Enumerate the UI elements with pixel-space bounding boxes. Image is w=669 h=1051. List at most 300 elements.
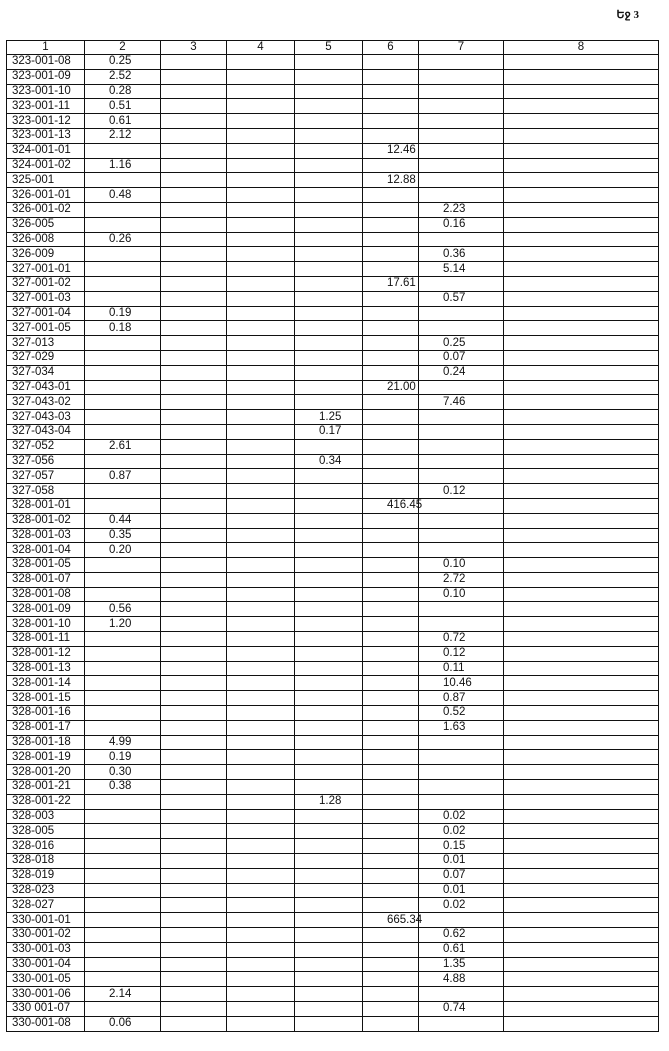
table-row <box>7 188 659 203</box>
value-cell-col-7: 4.88 <box>419 972 504 987</box>
value-cell-col-8 <box>504 232 659 247</box>
table-row <box>7 706 659 721</box>
table-row <box>7 1002 659 1017</box>
value-cell-col-3 <box>161 706 227 721</box>
value-cell-col-6 <box>363 410 419 425</box>
table-row <box>7 691 659 706</box>
value-cell-col-4 <box>227 957 295 972</box>
row-code-cell: 328-001-01 <box>7 498 85 513</box>
value-cell-col-5 <box>295 380 363 395</box>
value-cell-col-4 <box>227 632 295 647</box>
row-code-cell: 328-005 <box>7 824 85 839</box>
value-cell-col-5 <box>295 868 363 883</box>
value-cell-col-6: 12.88 <box>363 173 419 188</box>
value-cell-col-7 <box>419 188 504 203</box>
table-row <box>7 69 659 84</box>
value-cell-col-2: 0.06 <box>85 1016 161 1031</box>
value-cell-col-3 <box>161 572 227 587</box>
table-row <box>7 735 659 750</box>
table-row <box>7 55 659 70</box>
value-cell-col-4 <box>227 987 295 1002</box>
table-row <box>7 972 659 987</box>
row-code-cell: 327-034 <box>7 365 85 380</box>
row-code-cell: 326-008 <box>7 232 85 247</box>
value-cell-col-6 <box>363 84 419 99</box>
value-cell-col-8 <box>504 750 659 765</box>
row-code-cell: 328-003 <box>7 809 85 824</box>
value-cell-col-2 <box>85 410 161 425</box>
table-row <box>7 987 659 1002</box>
value-cell-col-8 <box>504 572 659 587</box>
value-cell-col-4 <box>227 365 295 380</box>
value-cell-col-4 <box>227 158 295 173</box>
value-cell-col-8 <box>504 691 659 706</box>
value-cell-col-8 <box>504 128 659 143</box>
row-code-cell: 327-058 <box>7 484 85 499</box>
value-cell-col-2: 0.61 <box>85 114 161 129</box>
value-cell-col-7 <box>419 424 504 439</box>
value-cell-col-3 <box>161 543 227 558</box>
value-cell-col-7 <box>419 410 504 425</box>
table-row <box>7 143 659 158</box>
value-cell-col-8 <box>504 587 659 602</box>
row-code-cell: 328-001-21 <box>7 780 85 795</box>
value-cell-col-4 <box>227 913 295 928</box>
value-cell-col-5 <box>295 558 363 573</box>
value-cell-col-7: 0.87 <box>419 691 504 706</box>
value-cell-col-3 <box>161 735 227 750</box>
value-cell-col-5 <box>295 306 363 321</box>
row-code-cell: 327-001-04 <box>7 306 85 321</box>
value-cell-col-4 <box>227 232 295 247</box>
value-cell-col-6 <box>363 558 419 573</box>
value-cell-col-3 <box>161 469 227 484</box>
value-cell-col-5: 0.34 <box>295 454 363 469</box>
table-row <box>7 217 659 232</box>
value-cell-col-6 <box>363 291 419 306</box>
value-cell-col-4 <box>227 202 295 217</box>
table-row <box>7 750 659 765</box>
column-header-1: 1 <box>7 41 85 55</box>
value-cell-col-6 <box>363 232 419 247</box>
table-row <box>7 646 659 661</box>
table-row <box>7 824 659 839</box>
value-cell-col-4 <box>227 424 295 439</box>
value-cell-col-5 <box>295 128 363 143</box>
value-cell-col-5 <box>295 646 363 661</box>
value-cell-col-6 <box>363 794 419 809</box>
value-cell-col-6 <box>363 247 419 262</box>
value-cell-col-8 <box>504 1016 659 1031</box>
value-cell-col-4 <box>227 706 295 721</box>
value-cell-col-8 <box>504 883 659 898</box>
value-cell-col-3 <box>161 839 227 854</box>
table-row <box>7 439 659 454</box>
value-cell-col-5 <box>295 883 363 898</box>
value-cell-col-6 <box>363 661 419 676</box>
value-cell-col-3 <box>161 794 227 809</box>
table-row <box>7 306 659 321</box>
value-cell-col-7: 10.46 <box>419 676 504 691</box>
value-cell-col-8 <box>504 661 659 676</box>
value-cell-col-5 <box>295 928 363 943</box>
value-cell-col-4 <box>227 750 295 765</box>
value-cell-col-6 <box>363 780 419 795</box>
value-cell-col-7: 0.12 <box>419 646 504 661</box>
value-cell-col-6 <box>363 632 419 647</box>
value-cell-col-4 <box>227 276 295 291</box>
value-cell-col-6 <box>363 128 419 143</box>
value-cell-col-3 <box>161 587 227 602</box>
table-row <box>7 809 659 824</box>
value-cell-col-7 <box>419 276 504 291</box>
value-cell-col-3 <box>161 395 227 410</box>
value-cell-col-3 <box>161 868 227 883</box>
value-cell-col-5 <box>295 676 363 691</box>
value-cell-col-4 <box>227 646 295 661</box>
row-code-cell: 330-001-08 <box>7 1016 85 1031</box>
value-cell-col-5 <box>295 202 363 217</box>
value-cell-col-2 <box>85 454 161 469</box>
value-cell-col-6 <box>363 898 419 913</box>
value-cell-col-8 <box>504 306 659 321</box>
value-cell-col-5 <box>295 217 363 232</box>
value-cell-col-5 <box>295 350 363 365</box>
row-code-cell: 327-056 <box>7 454 85 469</box>
value-cell-col-5 <box>295 942 363 957</box>
value-cell-col-2 <box>85 217 161 232</box>
value-cell-col-5 <box>295 484 363 499</box>
value-cell-col-8 <box>504 632 659 647</box>
value-cell-col-8 <box>504 617 659 632</box>
value-cell-col-5 <box>295 173 363 188</box>
value-cell-col-8 <box>504 868 659 883</box>
value-cell-col-3 <box>161 928 227 943</box>
value-cell-col-5 <box>295 439 363 454</box>
value-cell-col-2: 4.99 <box>85 735 161 750</box>
value-cell-col-8 <box>504 350 659 365</box>
value-cell-col-3 <box>161 1016 227 1031</box>
value-cell-col-2: 1.16 <box>85 158 161 173</box>
value-cell-col-2 <box>85 676 161 691</box>
value-cell-col-5 <box>295 469 363 484</box>
value-cell-col-5 <box>295 957 363 972</box>
value-cell-col-3 <box>161 942 227 957</box>
table-row <box>7 158 659 173</box>
value-cell-col-7: 0.07 <box>419 868 504 883</box>
row-code-cell: 328-001-18 <box>7 735 85 750</box>
value-cell-col-2 <box>85 247 161 262</box>
value-cell-col-4 <box>227 498 295 513</box>
table-row <box>7 602 659 617</box>
value-cell-col-5 <box>295 987 363 1002</box>
value-cell-col-5 <box>295 247 363 262</box>
value-cell-col-6 <box>363 706 419 721</box>
value-cell-col-3 <box>161 99 227 114</box>
value-cell-col-8 <box>504 202 659 217</box>
value-cell-col-4 <box>227 661 295 676</box>
value-cell-col-2 <box>85 913 161 928</box>
value-cell-col-7 <box>419 439 504 454</box>
value-cell-col-2 <box>85 928 161 943</box>
value-cell-col-2 <box>85 898 161 913</box>
value-cell-col-8 <box>504 484 659 499</box>
value-cell-col-3 <box>161 617 227 632</box>
value-cell-col-7 <box>419 913 504 928</box>
value-cell-col-8 <box>504 839 659 854</box>
value-cell-col-6 <box>363 691 419 706</box>
value-cell-col-6: 21.00 <box>363 380 419 395</box>
value-cell-col-7: 0.52 <box>419 706 504 721</box>
value-cell-col-3 <box>161 202 227 217</box>
value-cell-col-2 <box>85 883 161 898</box>
value-cell-col-7 <box>419 306 504 321</box>
value-cell-col-6 <box>363 439 419 454</box>
table-row <box>7 572 659 587</box>
value-cell-col-2: 0.48 <box>85 188 161 203</box>
value-cell-col-5 <box>295 854 363 869</box>
value-cell-col-4 <box>227 454 295 469</box>
column-header-7: 7 <box>419 41 504 55</box>
value-cell-col-6 <box>363 646 419 661</box>
value-cell-col-5 <box>295 602 363 617</box>
table-header-row <box>7 41 659 55</box>
value-cell-col-6 <box>363 883 419 898</box>
value-cell-col-8 <box>504 809 659 824</box>
row-code-cell: 328-001-16 <box>7 706 85 721</box>
value-cell-col-4 <box>227 809 295 824</box>
row-code-cell: 328-001-11 <box>7 632 85 647</box>
value-cell-col-4 <box>227 794 295 809</box>
value-cell-col-8 <box>504 824 659 839</box>
value-cell-col-7 <box>419 1016 504 1031</box>
value-cell-col-2: 0.28 <box>85 84 161 99</box>
value-cell-col-8 <box>504 913 659 928</box>
value-cell-col-7: 0.12 <box>419 484 504 499</box>
table-row <box>7 528 659 543</box>
value-cell-col-7 <box>419 84 504 99</box>
value-cell-col-6 <box>363 972 419 987</box>
table-row <box>7 839 659 854</box>
value-cell-col-2: 0.44 <box>85 513 161 528</box>
value-cell-col-4 <box>227 439 295 454</box>
value-cell-col-5 <box>295 321 363 336</box>
value-cell-col-4 <box>227 484 295 499</box>
value-cell-col-4 <box>227 55 295 70</box>
value-cell-col-7: 0.72 <box>419 632 504 647</box>
value-cell-col-4 <box>227 410 295 425</box>
value-cell-col-3 <box>161 750 227 765</box>
value-cell-col-2 <box>85 202 161 217</box>
value-cell-col-2 <box>85 424 161 439</box>
value-cell-col-7: 0.57 <box>419 291 504 306</box>
row-code-cell: 327-052 <box>7 439 85 454</box>
value-cell-col-3 <box>161 824 227 839</box>
value-cell-col-5 <box>295 1002 363 1017</box>
table-row <box>7 99 659 114</box>
value-cell-col-8 <box>504 321 659 336</box>
value-cell-col-6 <box>363 765 419 780</box>
value-cell-col-5 <box>295 735 363 750</box>
row-code-cell: 328-023 <box>7 883 85 898</box>
value-cell-col-7 <box>419 780 504 795</box>
table-row <box>7 395 659 410</box>
value-cell-col-7 <box>419 987 504 1002</box>
value-cell-col-3 <box>161 217 227 232</box>
value-cell-col-4 <box>227 128 295 143</box>
table-row <box>7 350 659 365</box>
value-cell-col-3 <box>161 602 227 617</box>
value-cell-col-7 <box>419 750 504 765</box>
value-cell-col-3 <box>161 987 227 1002</box>
value-cell-col-8 <box>504 972 659 987</box>
value-cell-col-7: 5.14 <box>419 262 504 277</box>
value-cell-col-2 <box>85 143 161 158</box>
table-row <box>7 291 659 306</box>
value-cell-col-6 <box>363 868 419 883</box>
value-cell-col-2 <box>85 498 161 513</box>
value-cell-col-2: 0.19 <box>85 750 161 765</box>
value-cell-col-6 <box>363 928 419 943</box>
value-cell-col-2: 2.61 <box>85 439 161 454</box>
value-cell-col-5: 1.25 <box>295 410 363 425</box>
value-cell-col-8 <box>504 543 659 558</box>
value-cell-col-5 <box>295 365 363 380</box>
value-cell-col-7: 0.11 <box>419 661 504 676</box>
value-cell-col-2 <box>85 661 161 676</box>
value-cell-col-6 <box>363 336 419 351</box>
value-cell-col-2: 0.30 <box>85 765 161 780</box>
row-code-cell: 328-001-15 <box>7 691 85 706</box>
value-cell-col-8 <box>504 469 659 484</box>
value-cell-col-8 <box>504 706 659 721</box>
value-cell-col-7: 0.74 <box>419 1002 504 1017</box>
value-cell-col-2 <box>85 854 161 869</box>
value-cell-col-7: 0.15 <box>419 839 504 854</box>
value-cell-col-2: 2.52 <box>85 69 161 84</box>
row-code-cell: 323-001-10 <box>7 84 85 99</box>
value-cell-col-4 <box>227 336 295 351</box>
value-cell-col-2 <box>85 276 161 291</box>
value-cell-col-7: 0.07 <box>419 350 504 365</box>
value-cell-col-4 <box>227 143 295 158</box>
value-cell-col-8 <box>504 735 659 750</box>
column-header-2: 2 <box>85 41 161 55</box>
value-cell-col-4 <box>227 898 295 913</box>
value-cell-col-7: 0.02 <box>419 809 504 824</box>
value-cell-col-8 <box>504 217 659 232</box>
value-cell-col-8 <box>504 898 659 913</box>
value-cell-col-3 <box>161 188 227 203</box>
value-cell-col-6 <box>363 735 419 750</box>
value-cell-col-8 <box>504 276 659 291</box>
value-cell-col-2: 0.38 <box>85 780 161 795</box>
value-cell-col-5 <box>295 809 363 824</box>
value-cell-col-6 <box>363 839 419 854</box>
value-cell-col-3 <box>161 765 227 780</box>
value-cell-col-5 <box>295 232 363 247</box>
column-header-4: 4 <box>227 41 295 55</box>
value-cell-col-2 <box>85 824 161 839</box>
value-cell-col-5 <box>295 336 363 351</box>
row-code-cell: 328-019 <box>7 868 85 883</box>
table-row <box>7 232 659 247</box>
value-cell-col-6 <box>363 306 419 321</box>
row-code-cell: 328-001-13 <box>7 661 85 676</box>
value-cell-col-4 <box>227 173 295 188</box>
value-cell-col-4 <box>227 188 295 203</box>
value-cell-col-2 <box>85 942 161 957</box>
table-row <box>7 365 659 380</box>
row-code-cell: 328-001-14 <box>7 676 85 691</box>
value-cell-col-6 <box>363 114 419 129</box>
value-cell-col-4 <box>227 528 295 543</box>
value-cell-col-2 <box>85 350 161 365</box>
row-code-cell: 326-001-01 <box>7 188 85 203</box>
table-row <box>7 321 659 336</box>
row-code-cell: 328-001-12 <box>7 646 85 661</box>
value-cell-col-7: 1.35 <box>419 957 504 972</box>
value-cell-col-8 <box>504 498 659 513</box>
table-row <box>7 720 659 735</box>
value-cell-col-8 <box>504 454 659 469</box>
value-cell-col-7: 0.36 <box>419 247 504 262</box>
value-cell-col-4 <box>227 558 295 573</box>
value-cell-col-2 <box>85 706 161 721</box>
value-cell-col-6 <box>363 55 419 70</box>
value-cell-col-3 <box>161 691 227 706</box>
value-cell-col-7: 0.62 <box>419 928 504 943</box>
table-row <box>7 676 659 691</box>
value-cell-col-8 <box>504 395 659 410</box>
value-cell-col-3 <box>161 439 227 454</box>
value-cell-col-8 <box>504 942 659 957</box>
value-cell-col-6 <box>363 469 419 484</box>
row-code-cell: 327-001-03 <box>7 291 85 306</box>
value-cell-col-5 <box>295 691 363 706</box>
value-cell-col-3 <box>161 676 227 691</box>
table-row <box>7 128 659 143</box>
row-code-cell: 330-001-03 <box>7 942 85 957</box>
value-cell-col-6 <box>363 69 419 84</box>
value-cell-col-5 <box>295 143 363 158</box>
table-row <box>7 928 659 943</box>
table-row <box>7 883 659 898</box>
value-cell-col-6: 17.61 <box>363 276 419 291</box>
table-row <box>7 173 659 188</box>
value-cell-col-6 <box>363 513 419 528</box>
column-header-6: 6 <box>363 41 419 55</box>
value-cell-col-5 <box>295 188 363 203</box>
value-cell-col-6 <box>363 158 419 173</box>
value-cell-col-2 <box>85 957 161 972</box>
value-cell-col-8 <box>504 69 659 84</box>
value-cell-col-7 <box>419 765 504 780</box>
data-table <box>6 40 659 1032</box>
value-cell-col-3 <box>161 380 227 395</box>
column-header-8: 8 <box>504 41 659 55</box>
value-cell-col-8 <box>504 780 659 795</box>
row-code-cell: 328-001-09 <box>7 602 85 617</box>
value-cell-col-2 <box>85 395 161 410</box>
value-cell-col-6 <box>363 528 419 543</box>
value-cell-col-5 <box>295 632 363 647</box>
value-cell-col-3 <box>161 55 227 70</box>
value-cell-col-6: 665.34 <box>363 913 419 928</box>
value-cell-col-2 <box>85 720 161 735</box>
value-cell-col-4 <box>227 321 295 336</box>
value-cell-col-4 <box>227 720 295 735</box>
